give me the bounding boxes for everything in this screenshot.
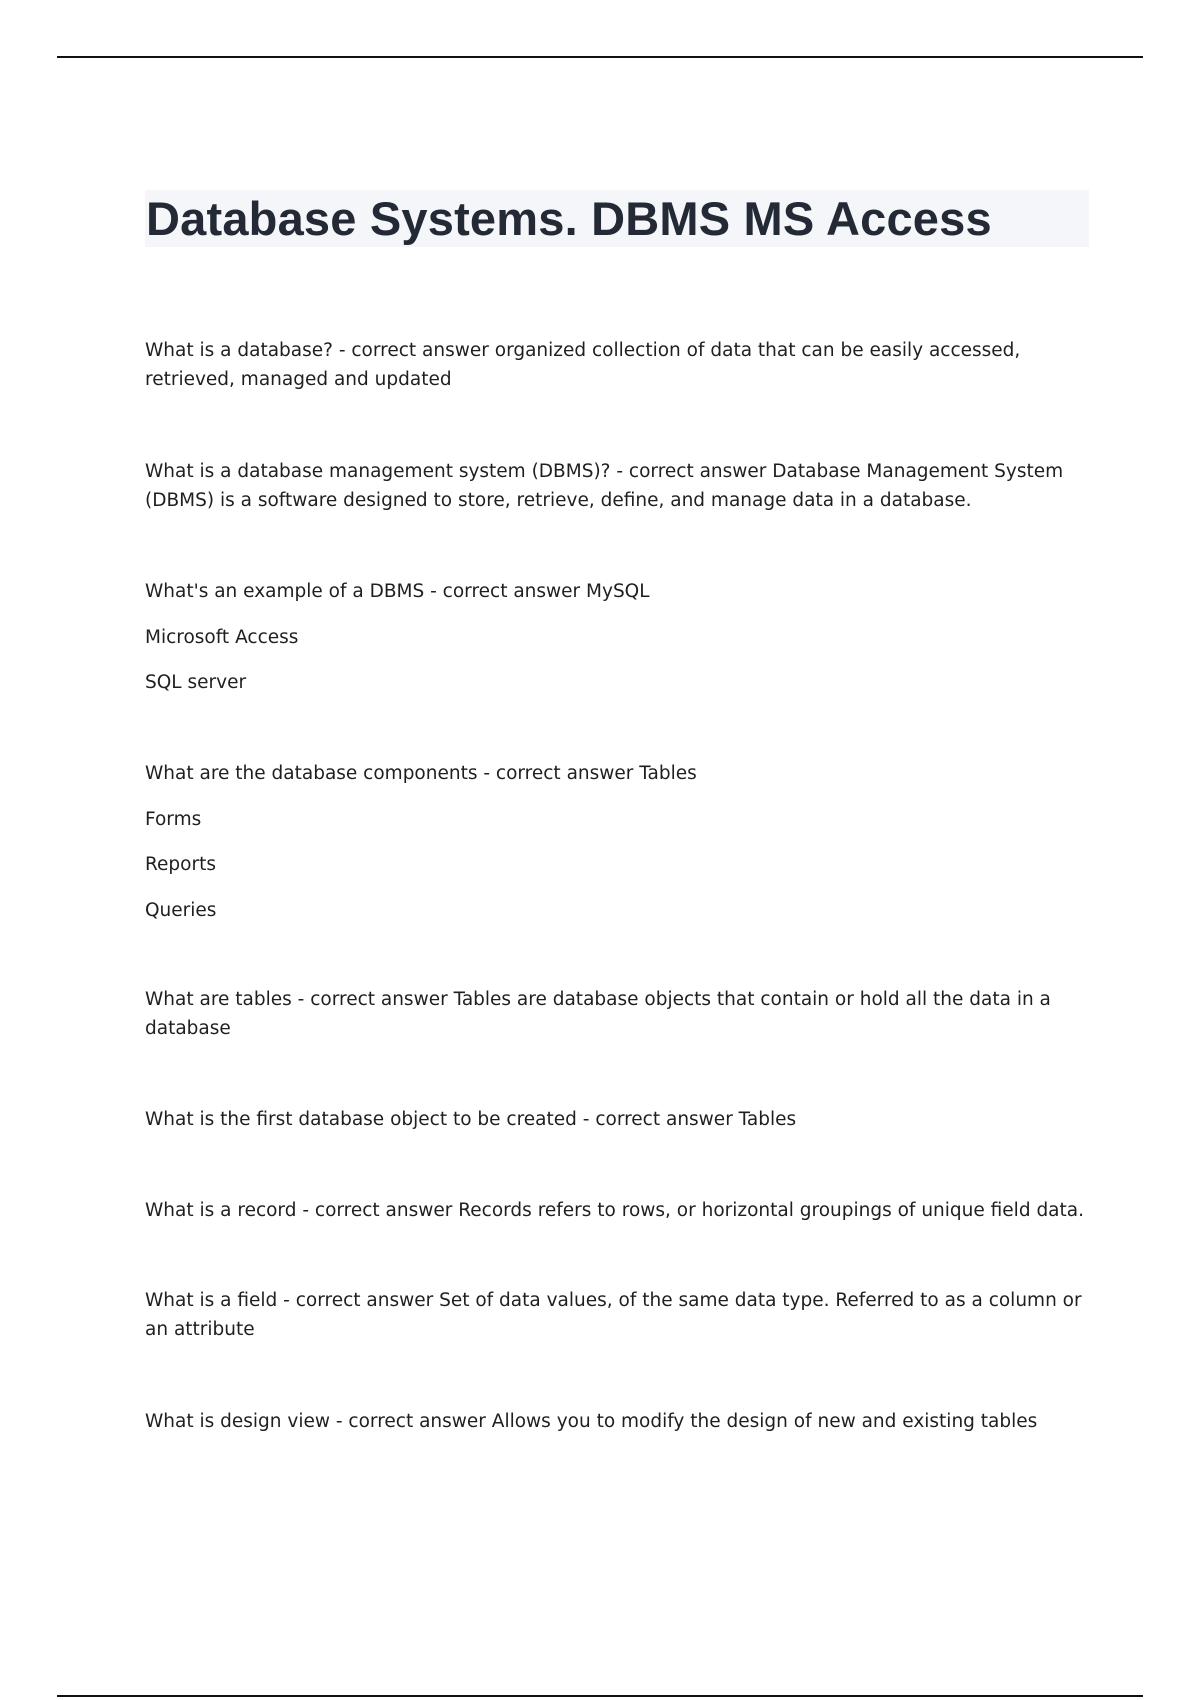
qa-database: What is a database? - correct answer organized collection of data that can be easily accessed, retrieved, managed and updated [145,340,1021,390]
dbms-example-item: SQL server [145,672,247,693]
qa-tables: What are tables - correct answer Tables are database objects that contain or hold all the data in a database [145,989,1051,1039]
db-component-item: Reports [145,854,216,875]
qa-design-view: What is design view - correct answer Allows you to modify the design of new and existing tables [145,1411,1038,1432]
qa-field: What is a field - correct answer Set of data values, of the same data type. Referred to as a column or an attribute [145,1290,1082,1340]
db-component-item: Forms [145,809,202,830]
bottom-rule [57,1695,1143,1697]
qa-dbms: What is a database management system (DBMS)? - correct answer Database Management System (DBMS) is a software designed to store, retrieve, define, and manage data in a database. [145,461,1064,511]
db-component-item: Queries [145,900,217,921]
dbms-example-item: Microsoft Access [145,627,299,648]
top-rule [57,56,1143,58]
page-title: Database Systems. DBMS MS Access [146,192,992,245]
qa-dbms-example: What's an example of a DBMS - correct answer MySQL [145,581,650,602]
qa-db-components: What are the database components - correct answer Tables [145,763,697,784]
qa-record: What is a record - correct answer Records refers to rows, or horizontal groupings of unique field data. [145,1200,1084,1221]
qa-first-object: What is the first database object to be created - correct answer Tables [145,1109,797,1130]
